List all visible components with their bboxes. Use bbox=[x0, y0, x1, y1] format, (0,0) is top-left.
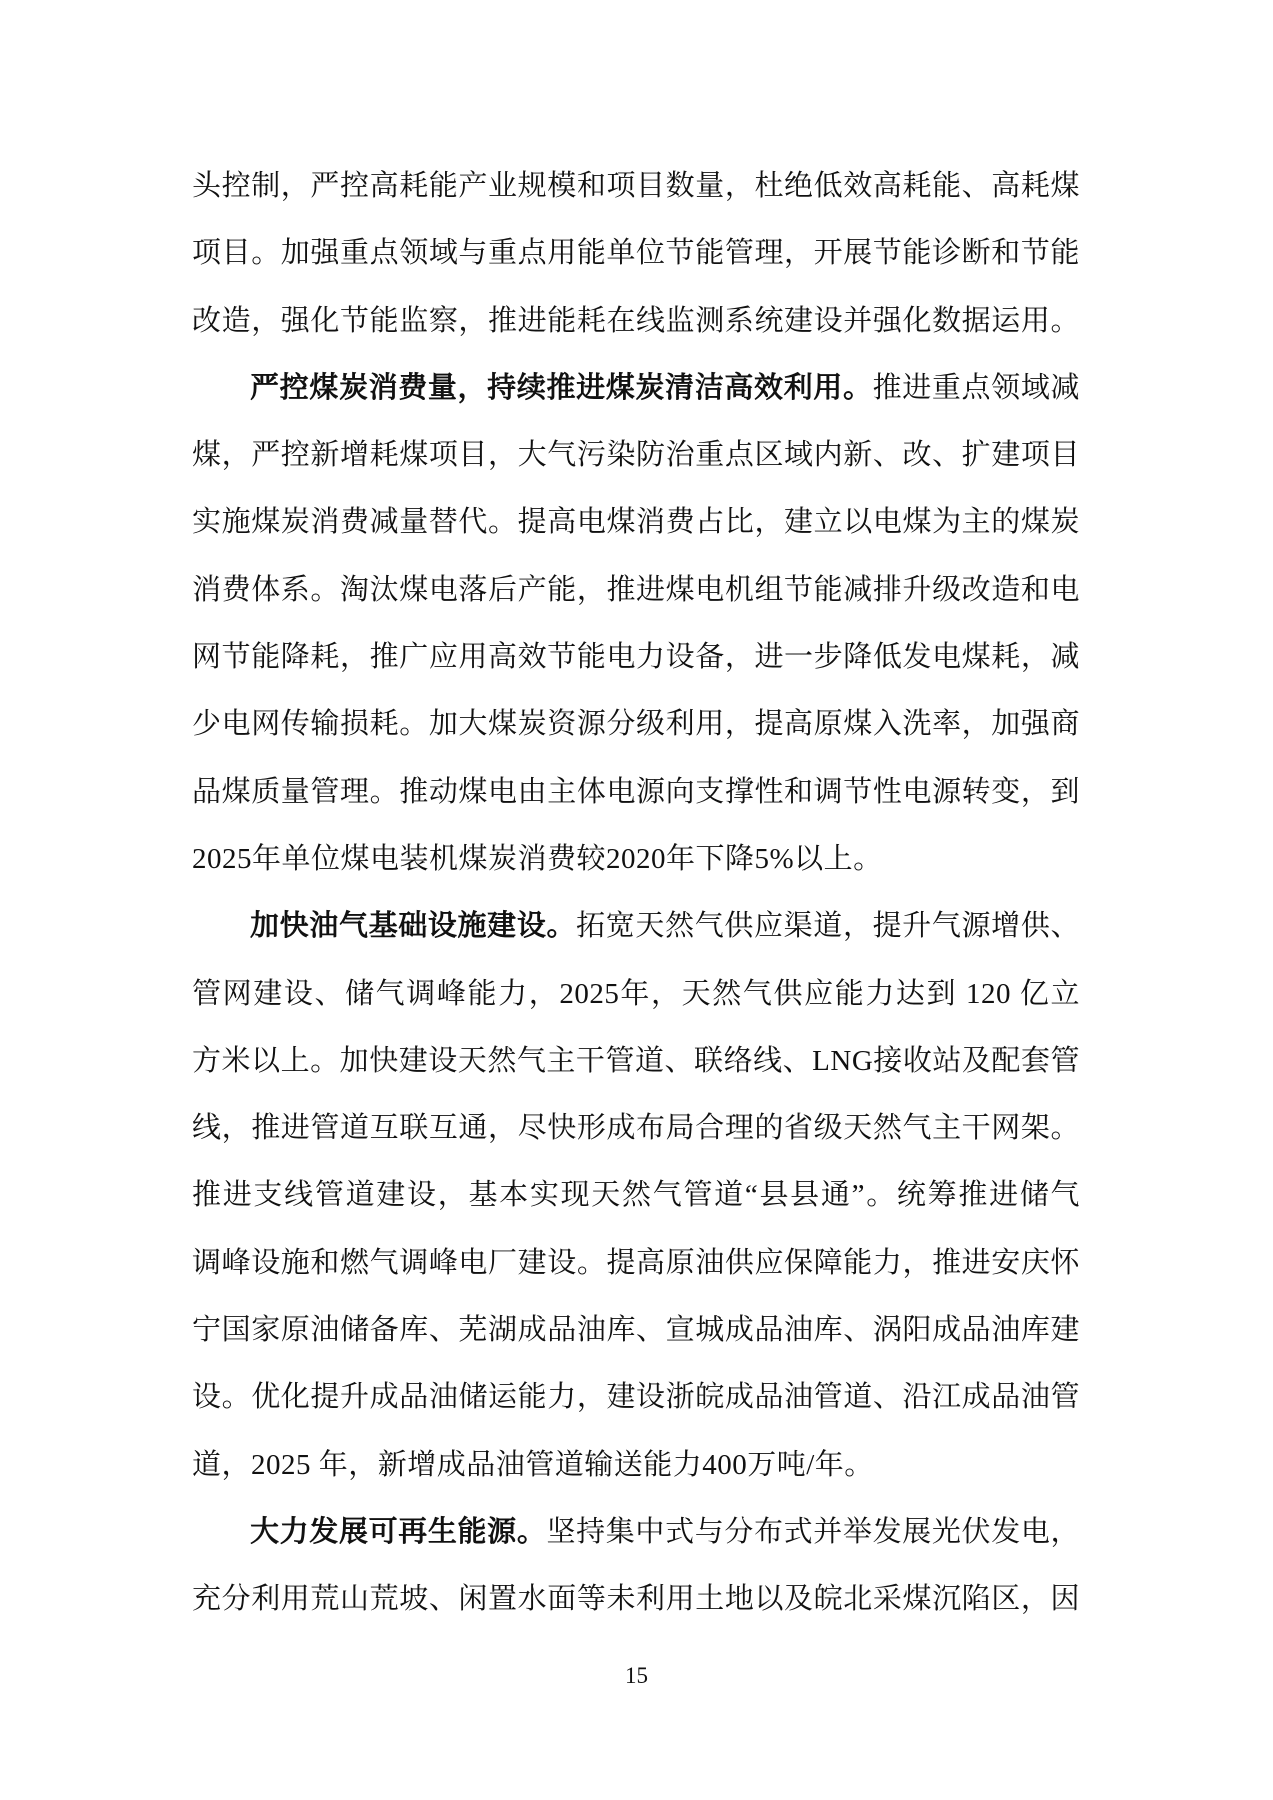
text-line bbox=[192, 303, 1080, 370]
text-segment: 头控制，严控高耗能产业规模和项目数量，杜绝低效高耗能、高耗煤 bbox=[192, 170, 1080, 202]
text-segment: 推进重点领域减 bbox=[872, 371, 1080, 404]
text-segment: 煤，严控新增耗煤项目，大气污染防治重点区域内新、改、扩建项目 bbox=[192, 439, 1080, 472]
text-line bbox=[192, 1245, 1080, 1312]
text-segment: 拓宽天然气供应渠道，提升气源增供、 bbox=[576, 910, 1080, 943]
text-line bbox=[192, 841, 1080, 908]
text-segment: 设。优化提升成品油储运能力，建设浙皖成品油管道、沿江成品油管 bbox=[192, 1381, 1080, 1414]
text-line bbox=[192, 437, 1080, 504]
text-line bbox=[192, 639, 1080, 706]
text-segment: 少电网传输损耗。加大煤炭资源分级利用，提高原煤入洗率，加强商 bbox=[192, 708, 1080, 741]
text-line bbox=[192, 976, 1080, 1043]
text-line bbox=[192, 1447, 1080, 1514]
text-segment: 实施煤炭消费减量替代。提高电煤消费占比，建立以电煤为主的煤炭 bbox=[192, 506, 1080, 539]
page-number: 15 bbox=[625, 1663, 648, 1688]
text-line bbox=[192, 1379, 1080, 1446]
text-line bbox=[192, 1312, 1080, 1379]
text-segment: 充分利用荒山荒坡、闲置水面等未利用土地以及皖北采煤沉陷区，因 bbox=[192, 1583, 1080, 1616]
bold-text-segment: 严控煤炭消费量，持续推进煤炭清洁高效利用。 bbox=[250, 371, 873, 404]
text-segment: 方米以上。加快建设天然气主干管道、联络线、LNG接收站及配套管 bbox=[192, 1044, 1080, 1077]
bold-text-segment: 加快油气基础设施建设。 bbox=[250, 910, 577, 943]
text-segment: 宁国家原油储备库、芜湖成品油库、宣城成品油库、涡阳成品油库建 bbox=[192, 1314, 1080, 1347]
document-body bbox=[192, 168, 1080, 1649]
text-line bbox=[192, 504, 1080, 571]
text-line bbox=[192, 1581, 1080, 1648]
text-line bbox=[192, 168, 1080, 235]
text-line bbox=[192, 1043, 1080, 1110]
text-segment: 调峰设施和燃气调峰电厂建设。提高原油供应保障能力，推进安庆怀 bbox=[192, 1246, 1080, 1279]
text-segment: 品煤质量管理。推动煤电由主体电源向支撑性和调节性电源转变，到 bbox=[192, 775, 1080, 808]
text-line bbox=[192, 706, 1080, 773]
text-segment: 坚持集中式与分布式并举发展光伏发电， bbox=[546, 1515, 1080, 1548]
text-segment: 改造，强化节能监察，推进能耗在线监测系统建设并强化数据运用。 bbox=[192, 304, 1080, 337]
text-segment: 项目。加强重点领域与重点用能单位节能管理，开展节能诊断和节能 bbox=[192, 237, 1080, 270]
bold-text-segment: 大力发展可再生能源。 bbox=[250, 1515, 547, 1548]
text-line bbox=[192, 1177, 1080, 1244]
text-line bbox=[192, 235, 1080, 302]
text-line bbox=[192, 908, 1080, 975]
text-segment: 管网建设、储气调峰能力，2025年，天然气供应能力达到 120 亿立 bbox=[192, 977, 1080, 1010]
text-segment: 消费体系。淘汰煤电落后产能，推进煤电机组节能减排升级改造和电 bbox=[192, 573, 1080, 606]
text-segment: 道，2025 年，新增成品油管道输送能力400万吨/年。 bbox=[192, 1448, 874, 1481]
text-line bbox=[192, 1110, 1080, 1177]
text-segment: 网节能降耗，推广应用高效节能电力设备，进一步降低发电煤耗，减 bbox=[192, 641, 1080, 674]
text-line bbox=[192, 572, 1080, 639]
text-segment: 推进支线管道建设，基本实现天然气管道“县县通”。统筹推进储气 bbox=[192, 1179, 1080, 1212]
text-segment: 线，推进管道互联互通，尽快形成布局合理的省级天然气主干网架。 bbox=[192, 1112, 1080, 1145]
text-line bbox=[192, 370, 1080, 437]
text-line bbox=[192, 1514, 1080, 1581]
text-segment: 2025年单位煤电装机煤炭消费较2020年下降5%以上。 bbox=[192, 842, 883, 875]
text-line bbox=[192, 774, 1080, 841]
